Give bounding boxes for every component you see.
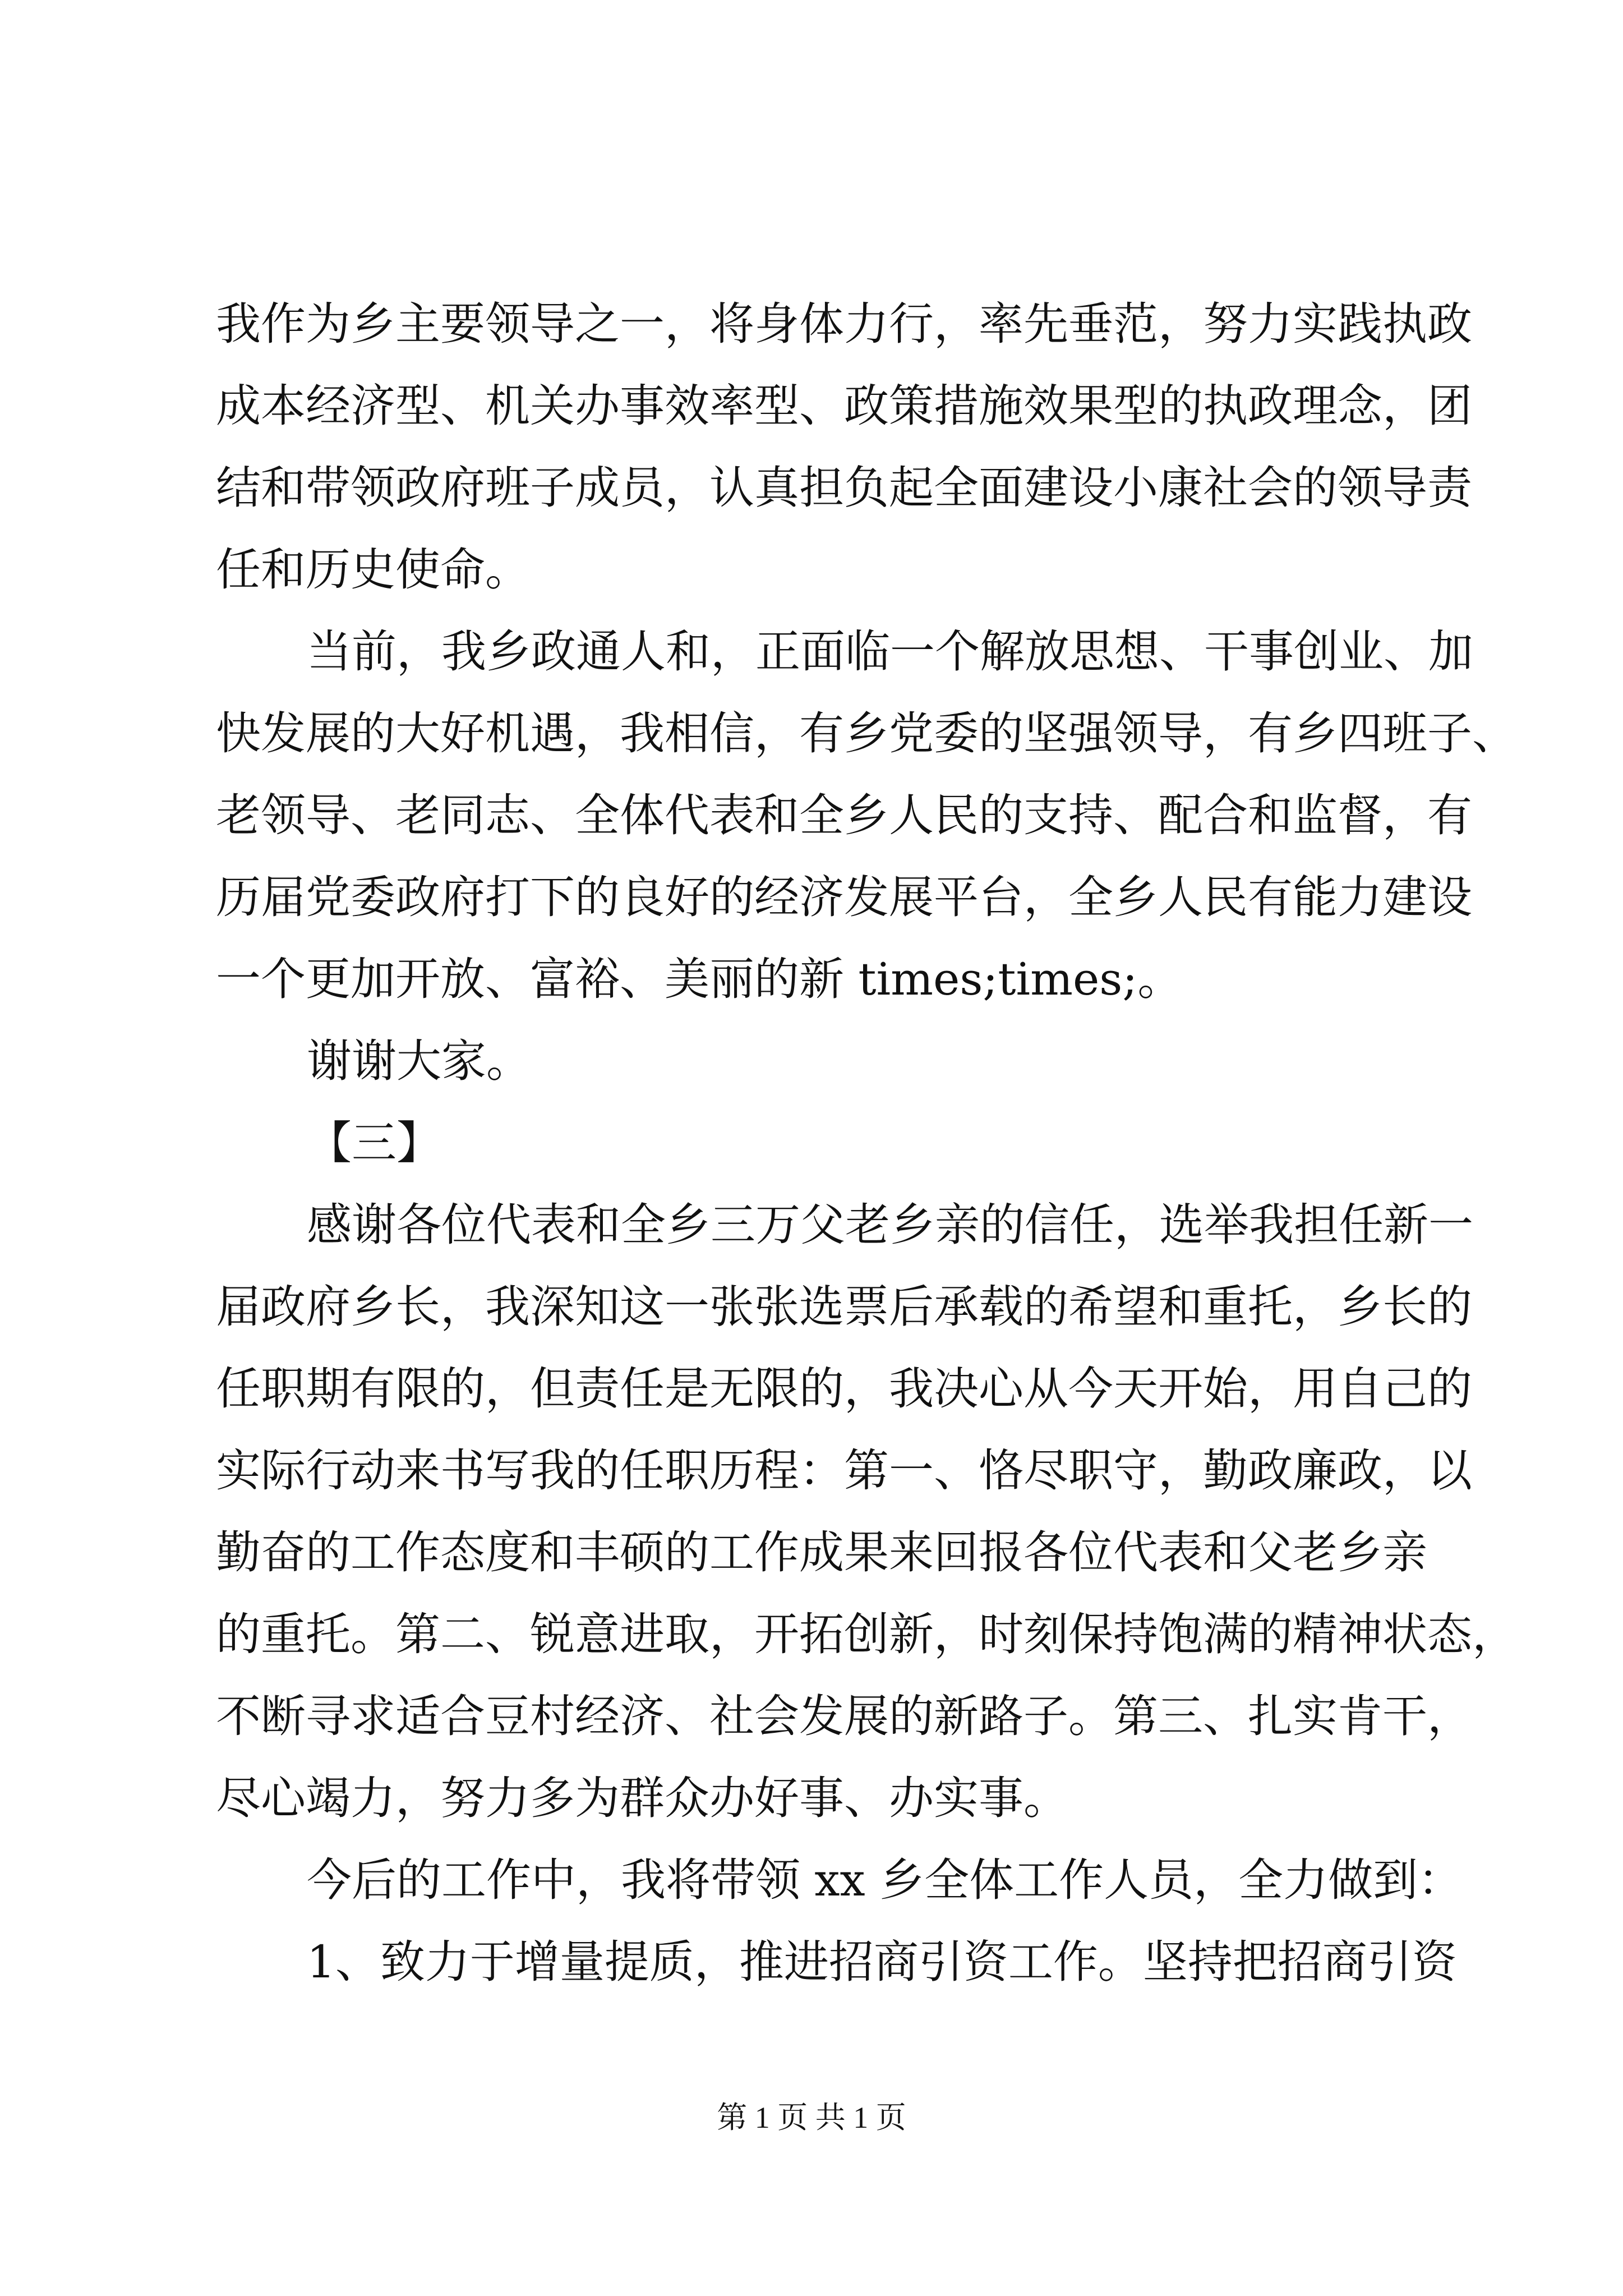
paragraph-line: 老领导、老同志、全体代表和全乡人民的支持、配合和监督，有 <box>216 789 1472 841</box>
paragraph-line: 的重托。第二、锐意进取，开拓创新，时刻保持饱满的精神状态， <box>216 1608 1517 1660</box>
paragraph-line: 实际行动来书写我的任职历程：第一、恪尽职守，勤政廉政，以 <box>216 1444 1472 1497</box>
paragraph-line: 快发展的大好机遇，我相信，有乡党委的坚强领导，有乡四班子、 <box>216 707 1517 760</box>
section-heading: 【三】 <box>307 1117 441 1169</box>
page-footer: 第 1 页 共 1 页 <box>717 2101 906 2134</box>
paragraph-line: 成本经济型、机关办事效率型、政策措施效果型的执政理念，团 <box>216 380 1472 432</box>
document-body <box>216 283 1517 2003</box>
paragraph-line: 谢谢大家。 <box>307 1035 531 1087</box>
paragraph-line: 当前，我乡政通人和，正面临一个解放思想、干事创业、加 <box>307 625 1473 678</box>
paragraph-line: 任职期有限的，但责任是无限的，我决心从今天开始，用自己的 <box>216 1363 1472 1415</box>
paragraph-line: 历届党委政府打下的良好的经济发展平台，全乡人民有能力建设 <box>216 871 1472 923</box>
paragraph-line: 一个更加开放、富裕、美丽的新 times;times;。 <box>216 953 1183 1005</box>
paragraph-line: 我作为乡主要领导之一，将身体力行，率先垂范，努力实践执政 <box>216 298 1472 350</box>
paragraph-line: 尽心竭力，努力多为群众办好事、办实事。 <box>216 1772 1068 1824</box>
paragraph-line: 不断寻求适合豆村经济、社会发展的新路子。第三、扎实肯干， <box>216 1690 1472 1742</box>
paragraph-line: 结和带领政府班子成员，认真担负起全面建设小康社会的领导责 <box>216 462 1472 514</box>
paragraph-line: 感谢各位代表和全乡三万父老乡亲的信任，选举我担任新一 <box>307 1199 1473 1251</box>
paragraph-line: 今后的工作中，我将带领 xx 乡全体工作人员，全力做到： <box>307 1854 1463 1906</box>
paragraph-line: 任和历史使命。 <box>216 544 530 596</box>
paragraph-line: 1、致力于增量提质，推进招商引资工作。坚持把招商引资 <box>307 1936 1457 1988</box>
paragraph-line: 届政府乡长，我深知这一张张选票后承载的希望和重托，乡长的 <box>216 1281 1472 1333</box>
paragraph-line: 勤奋的工作态度和丰硕的工作成果来回报各位代表和父老乡亲 <box>216 1526 1427 1579</box>
